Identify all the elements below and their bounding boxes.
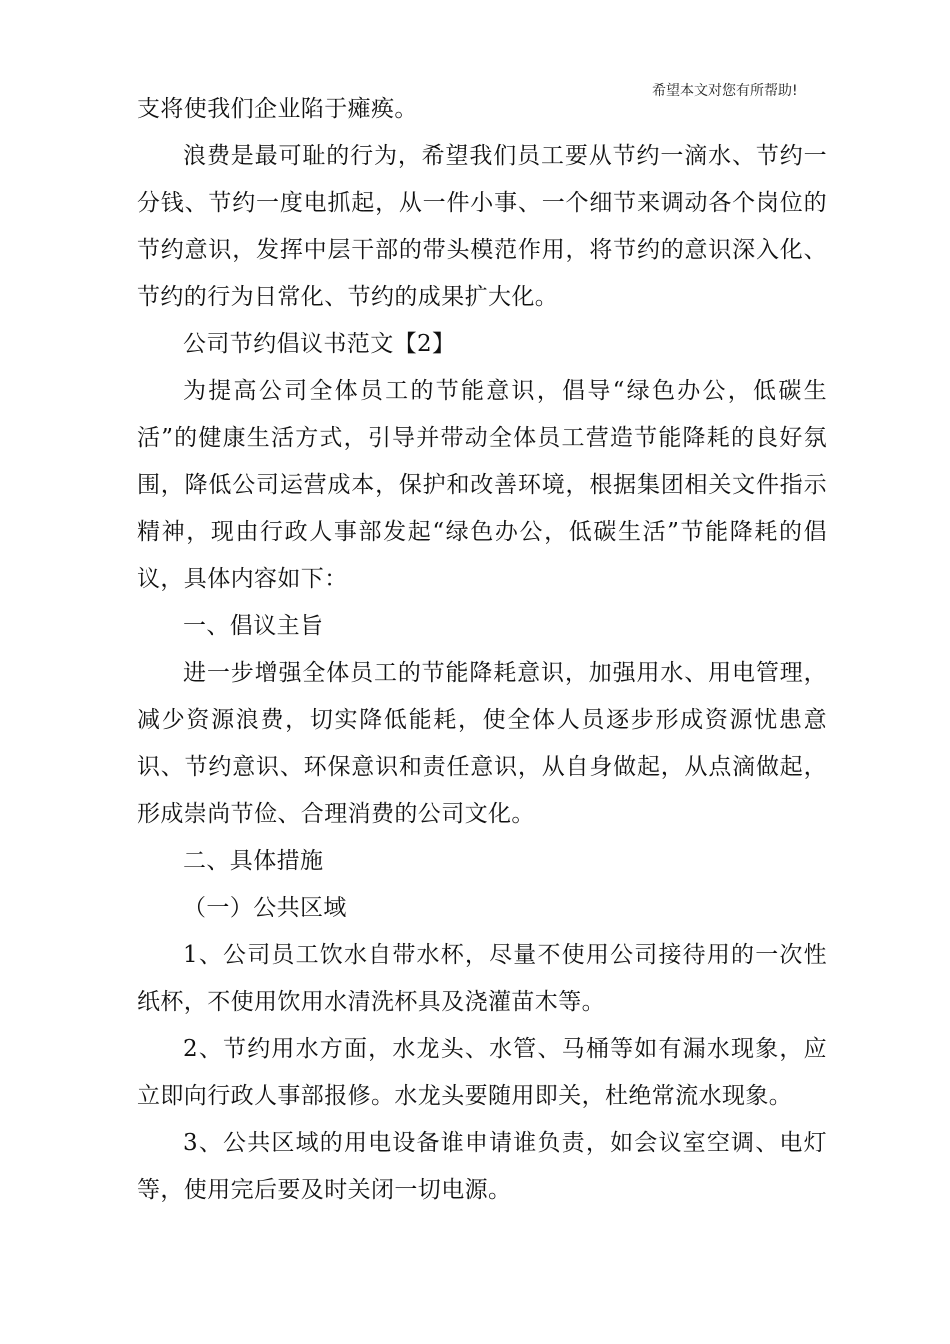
paragraph-intro: 为提高公司全体员工的节能意识，倡导“绿色办公，低碳生活”的健康生活方式，引导并带动全体员工营造节能降耗的良好氛围，降低公司运营成本，保护和改善环境，根据集团相关文件指示精神，现由行政人事部发起“绿色办公，低碳生活”节能降耗的倡议，具体内容如下： bbox=[137, 378, 827, 592]
paragraph-continuation: 支将使我们企业陷于瘫痪。 bbox=[137, 96, 418, 122]
subheading-public-area: （一）公共区域 bbox=[183, 895, 347, 921]
header-note: 希望本文对您有所帮助! bbox=[652, 83, 798, 99]
paragraph-waste: 浪费是最可耻的行为，希望我们员工要从节约一滴水、节约一分钱、节约一度电抓起，从一件小事、一个细节来调动各个岗位的节约意识，发挥中层干部的带头模范作用，将节约的意识深入化、节约的行为日常化、节约的成果扩大化。 bbox=[137, 143, 827, 310]
document-body bbox=[137, 86, 827, 1214]
paragraph-purpose: 进一步增强全体员工的节能降耗意识，加强用水、用电管理，减少资源浪费，切实降低能耗，使全体人员逐步形成资源忧患意识、节约意识、环保意识和责任意识，从自身做起，从点滴做起，形成崇尚节俭、合理消费的公司文化。 bbox=[137, 660, 827, 827]
section-title-sample-2: 公司节约倡议书范文【2】 bbox=[183, 331, 456, 357]
list-item-2: 2、节约用水方面，水龙头、水管、马桶等如有漏水现象，应立即向行政人事部报修。水龙头要随用即关，杜绝常流水现象。 bbox=[137, 1036, 827, 1109]
list-item-1: 1、公司员工饮水自带水杯，尽量不使用公司接待用的一次性纸杯，不使用饮用水清洗杯具及浇灌苗木等。 bbox=[137, 942, 827, 1015]
list-item-3: 3、公共区域的用电设备谁申请谁负责，如会议室空调、电灯等，使用完后要及时关闭一切电源。 bbox=[137, 1130, 827, 1203]
heading-measures: 二、具体措施 bbox=[183, 848, 324, 874]
heading-purpose: 一、倡议主旨 bbox=[183, 613, 324, 639]
